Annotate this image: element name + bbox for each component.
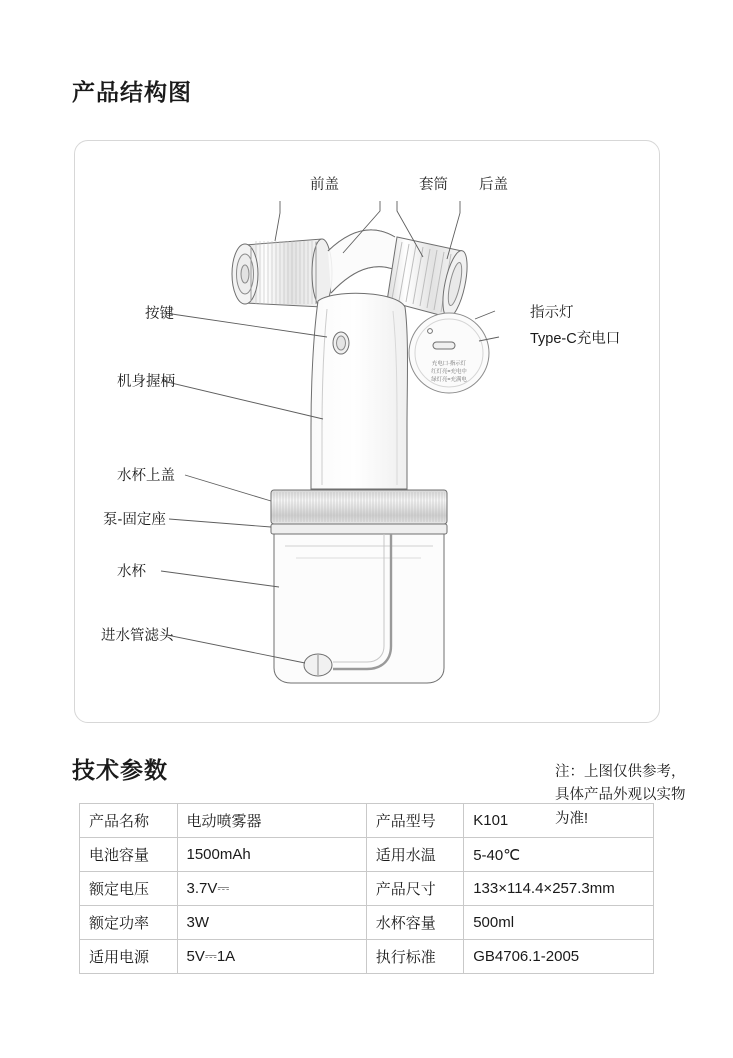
label-front-cover: 前盖 — [310, 177, 339, 193]
structure-section-title: 产品结构图 — [72, 79, 192, 105]
spec-key: 额定功率 — [80, 906, 178, 940]
label-back-cover: 后盖 — [479, 177, 508, 193]
specs-section-title: 技术参数 — [72, 757, 168, 783]
spec-value: GB4706.1-2005 — [464, 940, 654, 974]
spec-value: 电动喷雾器 — [177, 804, 366, 838]
spec-key: 额定电压 — [80, 872, 178, 906]
spec-value: 5V⎓1A — [177, 940, 366, 974]
label-handle: 机身握柄 — [117, 374, 175, 390]
spec-key: 产品型号 — [366, 804, 464, 838]
specifications-table — [79, 803, 654, 974]
svg-text:红灯亮=充电中: 红灯亮=充电中 — [431, 369, 467, 375]
spec-key: 适用水温 — [366, 838, 464, 872]
spec-value: 5-40℃ — [464, 838, 654, 872]
spec-value: 133×114.4×257.3mm — [464, 872, 654, 906]
spec-value: 3W — [177, 906, 366, 940]
spec-key: 产品尺寸 — [366, 872, 464, 906]
table-row — [80, 872, 654, 906]
label-button: 按键 — [145, 306, 174, 322]
table-row — [80, 940, 654, 974]
diagram-note: 注：上图仅供参考，具体产品外观以实物为准! — [555, 764, 686, 827]
spec-key: 产品名称 — [80, 804, 178, 838]
spec-key: 水杯容量 — [366, 906, 464, 940]
label-water-cup: 水杯 — [117, 564, 146, 580]
spec-key: 执行标准 — [366, 940, 464, 974]
spec-value: 500ml — [464, 906, 654, 940]
spec-key: 电池容量 — [80, 838, 178, 872]
table-row — [80, 906, 654, 940]
table-row — [80, 838, 654, 872]
spec-key: 适用电源 — [80, 940, 178, 974]
svg-text:充电口·指示灯: 充电口·指示灯 — [431, 361, 467, 367]
label-pump-mount: 泵-固定座 — [103, 512, 166, 528]
spec-value: K101 — [464, 804, 654, 838]
label-indicator-light: 指示灯 — [530, 305, 574, 321]
label-cup-top-lid: 水杯上盖 — [117, 468, 175, 484]
label-sleeve: 套筒 — [419, 177, 448, 193]
table-row — [80, 804, 654, 838]
spec-value: 3.7V⎓ — [177, 872, 366, 906]
spec-value: 1500mAh — [177, 838, 366, 872]
label-charging-port: Type-C充电口 — [530, 331, 621, 347]
svg-text:绿灯亮=充满电: 绿灯亮=充满电 — [431, 377, 467, 383]
label-inlet-filter: 进水管滤头 — [101, 628, 174, 644]
